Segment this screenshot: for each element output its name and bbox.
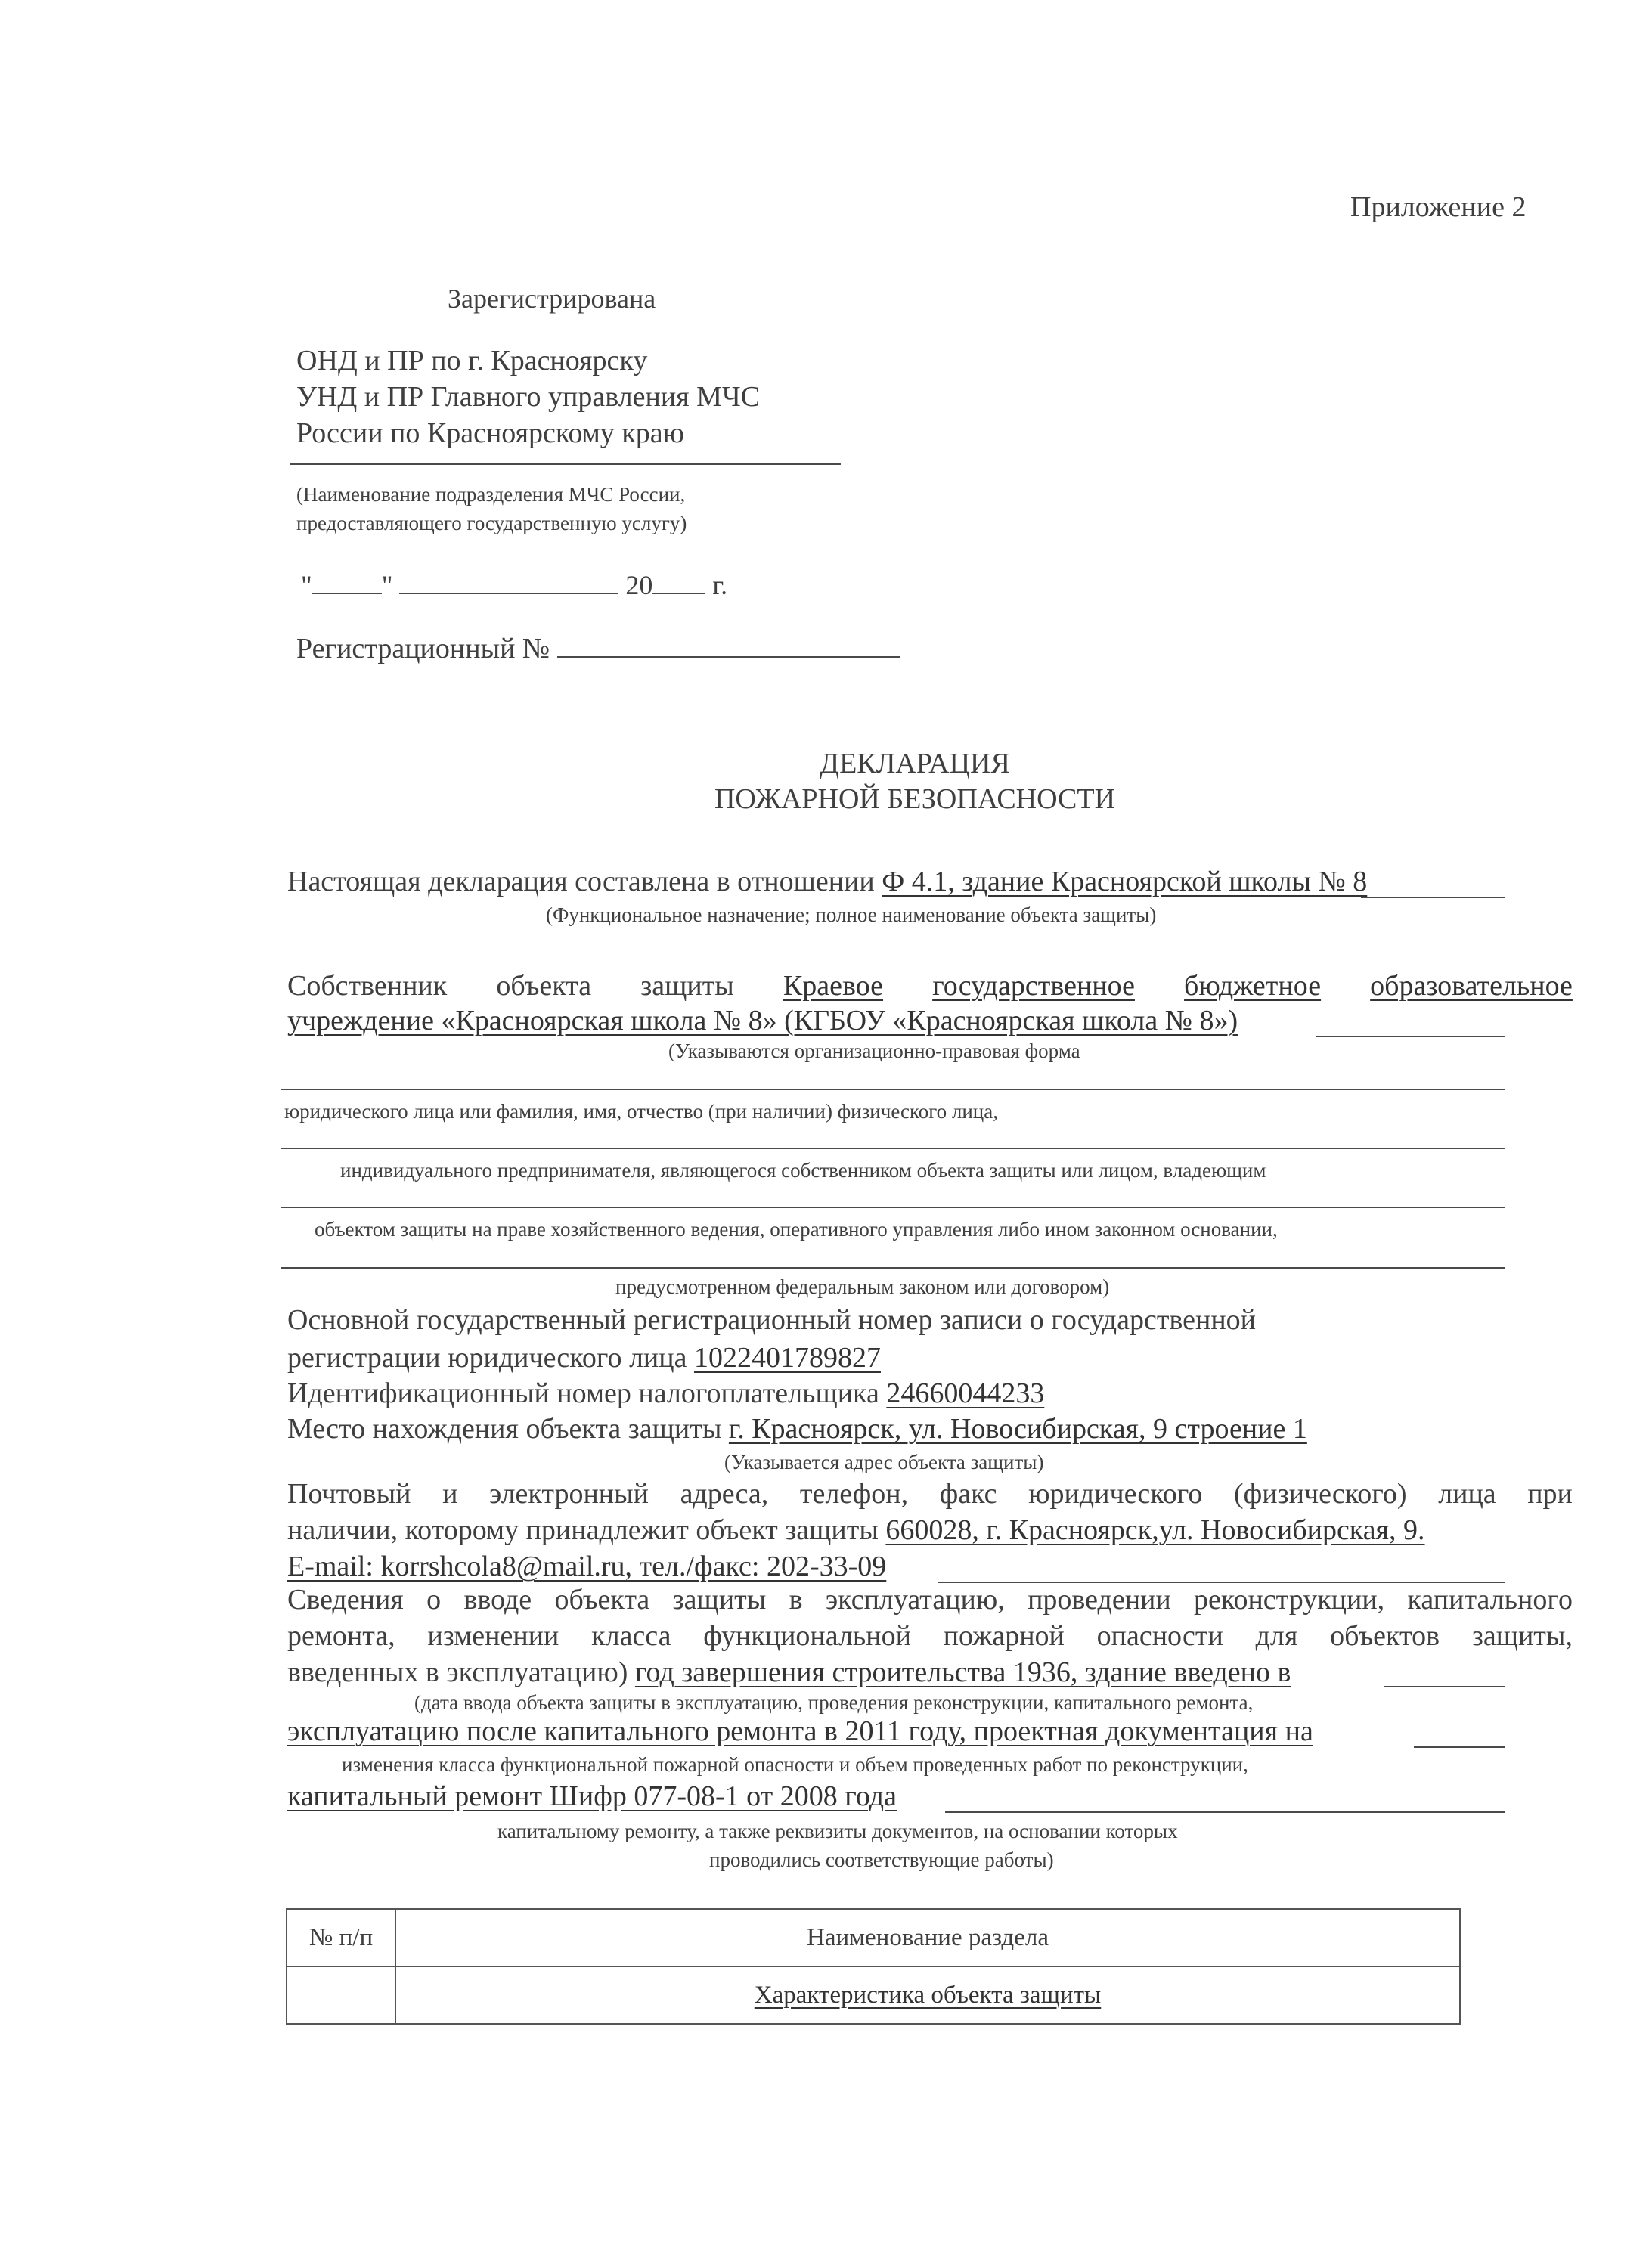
org-line-2: УНД и ПР Главного управления МЧС [296, 381, 760, 413]
commissioning-word: реконструкции, [1194, 1584, 1385, 1616]
commissioning-word: Сведения [287, 1584, 404, 1616]
date-month-blank [399, 569, 618, 594]
commissioning-word: капитального [1407, 1584, 1573, 1616]
declaration-underline-tail [1361, 897, 1505, 898]
reg-number-blank [557, 632, 900, 658]
registration-number [296, 632, 900, 665]
ogrn-value: 1022401789827 [693, 1342, 881, 1374]
contacts-word: лица [1438, 1478, 1496, 1510]
date-year-blank [652, 569, 705, 594]
commissioning-word: о [426, 1584, 442, 1616]
commissioning-word: проведении [1028, 1584, 1171, 1616]
commissioning-value-2: эксплуатацию после капитального ремонта в 2011 году, проектная документация на [287, 1715, 1313, 1747]
commissioning-word: класса [591, 1620, 671, 1652]
commissioning-word: опасности [1096, 1620, 1223, 1652]
reg-number-label: Регистрационный № [296, 633, 550, 665]
date-day-blank [312, 569, 382, 594]
commissioning-caption-2: изменения класса функциональной пожарной опасности и объем проведенных работ по реконструкции, [342, 1753, 1248, 1776]
commissioning-word: изменении [427, 1620, 559, 1652]
table-header-row [287, 1909, 1460, 1966]
registration-date [301, 569, 727, 601]
title-line-2: ПОЖАРНОЙ БЕЗОПАСНОСТИ [714, 783, 1116, 815]
commissioning-word: защиты [672, 1584, 767, 1616]
commissioning-underline-tail-1 [1384, 1686, 1505, 1687]
owner-caption-2: юридического лица или фамилия, имя, отчество (при наличии) физического лица, [284, 1100, 998, 1123]
commissioning-word: в [789, 1584, 803, 1616]
commissioning-line-2 [287, 1621, 1573, 1653]
commissioning-word: объекта [554, 1584, 650, 1616]
commissioning-word: пожарной [943, 1620, 1065, 1652]
commissioning-line-1 [287, 1585, 1573, 1616]
declaration-value: Ф 4.1, здание Красноярской школы № 8 [882, 866, 1368, 897]
contacts-word: факс [939, 1478, 997, 1510]
commissioning-word: для [1255, 1620, 1298, 1652]
inn-value: 24660044233 [886, 1377, 1045, 1409]
owner-blank-line-3 [281, 1207, 1505, 1208]
column-header-number: № п/п [287, 1909, 395, 1966]
commissioning-caption-4: проводились соответствующие работы) [709, 1848, 1054, 1871]
ogrn-prefix: регистрации юридического лица [287, 1342, 687, 1374]
table-row [287, 1966, 1460, 2024]
owner-blank-line-2 [281, 1148, 1505, 1149]
owner-value-word: бюджетное [1184, 970, 1322, 1002]
column-header-name: Наименование раздела [395, 1909, 1460, 1966]
contacts-word: при [1527, 1478, 1573, 1510]
org-caption-2: предоставляющего государственную услугу) [296, 512, 687, 534]
commissioning-value-3: капитальный ремонт Шифр 077-08-1 от 2008 года [287, 1780, 897, 1812]
location-prefix: Место нахождения объекта защиты [287, 1413, 722, 1445]
inn-prefix: Идентификационный номер налогоплательщика [287, 1377, 879, 1409]
ogrn-line-2 [287, 1343, 881, 1374]
owner-caption-4: объектом защиты на праве хозяйственного ведения, оперативного управления либо ином законном основании, [315, 1218, 1278, 1241]
owner-underline-tail [1316, 1036, 1505, 1037]
owner-word: объекта [496, 970, 592, 1002]
owner-caption-1: (Указываются организационно-правовая форма [668, 1040, 1080, 1062]
sections-table [286, 1908, 1461, 2025]
date-quote-close: " [381, 570, 393, 600]
owner-value-word: государственное [932, 970, 1135, 1002]
org-underline [290, 463, 841, 465]
org-line-1: ОНД и ПР по г. Красноярску [296, 345, 648, 376]
contacts-prefix: наличии, которому принадлежит объект защиты [287, 1514, 879, 1546]
contacts-word: телефон, [799, 1478, 909, 1510]
location-line [287, 1414, 1307, 1445]
contacts-address: 660028, г. Красноярск,ул. Новосибирская, 9. [885, 1514, 1425, 1546]
commissioning-prefix: введенных в эксплуатацию) [287, 1656, 628, 1688]
location-value: г. Красноярск, ул. Новосибирская, 9 строение 1 [728, 1413, 1307, 1445]
declaration-caption: (Функциональное назначение; полное наименование объекта защиты) [546, 903, 1157, 926]
owner-word: защиты [640, 970, 734, 1002]
commissioning-word: объектов [1330, 1620, 1440, 1652]
contacts-word: Почтовый [287, 1478, 411, 1510]
commissioning-underline-tail-2 [1414, 1746, 1505, 1748]
contacts-word: (физического) [1234, 1478, 1407, 1510]
declaration-line [287, 866, 1367, 898]
commissioning-line-3 [287, 1657, 1291, 1689]
commissioning-word: функциональной [703, 1620, 911, 1652]
inn-line [287, 1378, 1044, 1410]
contacts-underline-tail [938, 1582, 1505, 1583]
registered-label: Зарегистрирована [448, 284, 656, 314]
contacts-line-3: E-mail: korrshcola8@mail.ru, тел./факс: 202-33-09 [287, 1551, 887, 1582]
owner-caption-5: предусмотренном федеральным законом или договором) [615, 1275, 1110, 1298]
owner-value-word: Краевое [783, 970, 884, 1002]
owner-line-1 [287, 971, 1573, 1002]
owner-value-word: образовательное [1370, 970, 1573, 1002]
row-number-cell [287, 1966, 395, 2024]
owner-line-2: учреждение «Красноярская школа № 8» (КГБОУ «Красноярская школа № 8») [287, 1005, 1238, 1036]
date-year-prefix: 20 [625, 570, 653, 600]
owner-blank-line-1 [281, 1089, 1505, 1090]
contacts-line-1 [287, 1479, 1573, 1510]
commissioning-word: ремонта, [287, 1620, 395, 1652]
org-caption-1: (Наименование подразделения МЧС России, [296, 483, 686, 506]
owner-blank-line-4 [281, 1267, 1505, 1269]
commissioning-caption-3: капитальному ремонту, а также реквизиты документов, на основании которых [497, 1820, 1178, 1842]
commissioning-word: защиты, [1471, 1620, 1573, 1652]
title-line-1: ДЕКЛАРАЦИЯ [820, 748, 1010, 779]
commissioning-underline-tail-3 [945, 1811, 1505, 1813]
date-quote-open: " [301, 570, 312, 600]
row-name-cell: Характеристика объекта защиты [395, 1966, 1460, 2024]
location-caption: (Указывается адрес объекта защиты) [724, 1451, 1044, 1473]
commissioning-value-1: год завершения строительства 1936, здание введено в [634, 1656, 1291, 1688]
contacts-word: адреса, [680, 1478, 769, 1510]
commissioning-word: эксплуатацию, [825, 1584, 1005, 1616]
contacts-word: и [442, 1478, 458, 1510]
appendix-label: Приложение 2 [1350, 191, 1527, 223]
commissioning-caption-1: (дата ввода объекта защиты в эксплуатацию, проведения реконструкции, капитального ремонта, [414, 1691, 1254, 1714]
owner-caption-3: индивидуального предпринимателя, являющегося собственником объекта защиты или лицом, владеющим [340, 1159, 1266, 1182]
ogrn-line-1: Основной государственный регистрационный номер записи о государственной [287, 1304, 1257, 1336]
owner-word: Собственник [287, 970, 448, 1002]
commissioning-word: вводе [463, 1584, 532, 1616]
contacts-line-2 [287, 1515, 1425, 1547]
date-year-suffix: г. [712, 570, 728, 600]
declaration-prefix: Настоящая декларация составлена в отношении [287, 866, 875, 897]
contacts-word: юридического [1028, 1478, 1203, 1510]
org-line-3: России по Красноярскому краю [296, 417, 684, 449]
contacts-word: электронный [488, 1478, 649, 1510]
